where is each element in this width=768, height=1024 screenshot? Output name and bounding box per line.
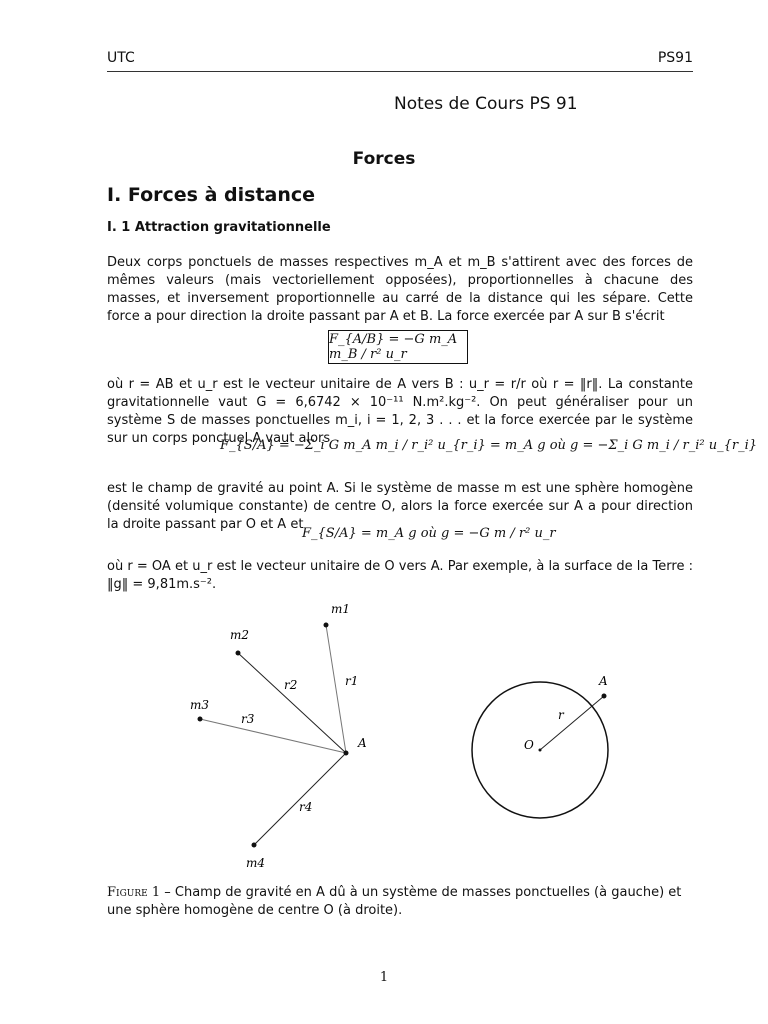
mass-m3 [198,717,203,722]
mass-m1 [324,623,329,628]
paragraph-4: où r = OA et u_r est le vecteur unitaire de O vers A. Par exemple, à la surface de la Terre : ‖g‖ = 9,81m.s⁻². [107,559,693,592]
label-m3: m3 [190,698,210,712]
mass-m2 [236,651,241,656]
right-diagram [472,674,608,818]
label-O: O [524,738,534,752]
paragraph-2: où r = AB et u_r est le vecteur unitaire de A vers B : u_r = r/r où r = ‖r‖. La constante gravitationnelle vaut G = 6,6742 × 10⁻¹¹ N.m².kg⁻². On peut généraliser pour un système S de masses ponctuelles m_i, i = 1, 2, 3 . . . et la force exercée par le système sur un corps ponctuel A vaut alors [107,377,693,446]
equation-2: F_{S/A} = −Σ_i G m_A m_i / r_i² u_{r_i} = m_A g où g = −Σ_i G m_i / r_i² u_{r_i} [220,438,758,453]
section-title: Forces [352,149,416,169]
document-title: Notes de Cours PS 91 [394,94,578,114]
caption-figure-word: Figure 1 [107,885,161,900]
figure-caption [107,884,693,920]
figure-1 [0,595,768,885]
mass-m4 [252,843,257,848]
header-left: UTC [107,50,135,66]
label-m1: m1 [331,602,351,616]
equation-3: F_{S/A} = m_A g où g = −G m / r² u_r [302,526,556,541]
label-r2: r2 [284,678,298,692]
label-r: r [558,708,564,722]
paragraph-3: est le champ de gravité au point A. Si le système de masse m est une sphère homogène (densité volumique constante) de centre O, alors la force exercée sur A a pour direction la droite passant par O et A et [107,481,693,532]
label-m2: m2 [230,628,250,642]
header-rule [107,71,693,72]
page-number: 1 [379,970,389,985]
paragraph-1: Deux corps ponctuels de masses respectives m_A et m_B s'attirent avec des forces de mêmes valeurs (mais vectoriellement opposées), proportionnelles à chacune des masses, et inversement proportionnelle au carré de la distance qui les sépare. Cette force a pour direction la droite passant par A et B. La force exercée par A sur B s'écrit [107,255,693,324]
vector-r [540,696,604,750]
heading-2: I. 1 Attraction gravitationnelle [107,220,331,235]
point-A-right [602,694,607,699]
vector-r3 [200,719,346,753]
header-right: PS91 [657,50,693,66]
left-diagram [190,602,367,870]
label-r4: r4 [299,800,313,814]
point-A-left [344,751,349,756]
label-r1: r1 [345,674,359,688]
label-A-right: A [599,674,608,688]
vector-r4 [254,753,346,845]
boxed-equation: F_{A/B} = −G m_A m_B / r² u_r [328,330,468,364]
vector-r1 [326,625,346,753]
caption-text: – Champ de gravité en A dû à un système de masses ponctuelles (à gauche) et une sphère homogène de centre O (à droite). [107,885,682,918]
label-m4: m4 [246,856,266,870]
label-r3: r3 [241,712,255,726]
center-O [539,749,542,752]
label-A-left: A [358,736,367,750]
heading-1: I. Forces à distance [107,184,316,206]
vector-r2 [238,653,346,753]
